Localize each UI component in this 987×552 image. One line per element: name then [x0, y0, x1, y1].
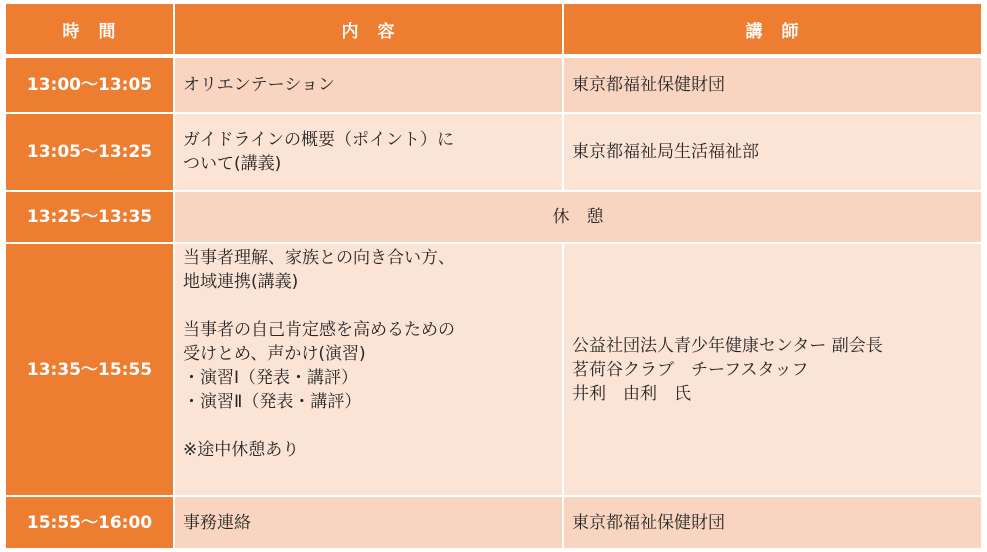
row-content: オリエンテーション	[175, 58, 564, 114]
row-content: 事務連絡	[175, 497, 564, 550]
header-content: 内 容	[175, 4, 564, 58]
table-row	[6, 58, 981, 114]
row-time: 13:00～13:05	[6, 58, 175, 114]
row-lecturer: 東京都福祉保健財団	[564, 58, 981, 114]
table-row	[6, 497, 981, 550]
header-row	[6, 4, 981, 58]
schedule-table	[6, 4, 981, 550]
row-content: 当事者理解、家族との向き合い方、 地域連携(講義) 当事者の自己肯定感を高めるための 受けとめ、声かけ(演習) ・演習Ⅰ（発表・講評） ・演習Ⅱ（発表・講評） ※途中休憩あり	[175, 244, 564, 497]
row-time: 13:05～13:25	[6, 114, 175, 192]
break-label: 休 憩	[175, 192, 981, 244]
table-row	[6, 244, 981, 497]
row-time: 15:55～16:00	[6, 497, 175, 550]
row-lecturer: 東京都福祉保健財団	[564, 497, 981, 550]
row-time: 13:35～15:55	[6, 244, 175, 497]
header-time: 時 間	[6, 4, 175, 58]
header-lecturer: 講 師	[564, 4, 981, 58]
table-row	[6, 114, 981, 192]
row-lecturer: 東京都福祉局生活福祉部	[564, 114, 981, 192]
row-content: ガイドラインの概要（ポイント）に ついて(講義)	[175, 114, 564, 192]
row-time: 13:25～13:35	[6, 192, 175, 244]
table-row	[6, 192, 981, 244]
row-lecturer: 公益社団法人青少年健康センター 副会長 茗荷谷クラブ チーフスタッフ 井利 由利 氏	[564, 244, 981, 497]
